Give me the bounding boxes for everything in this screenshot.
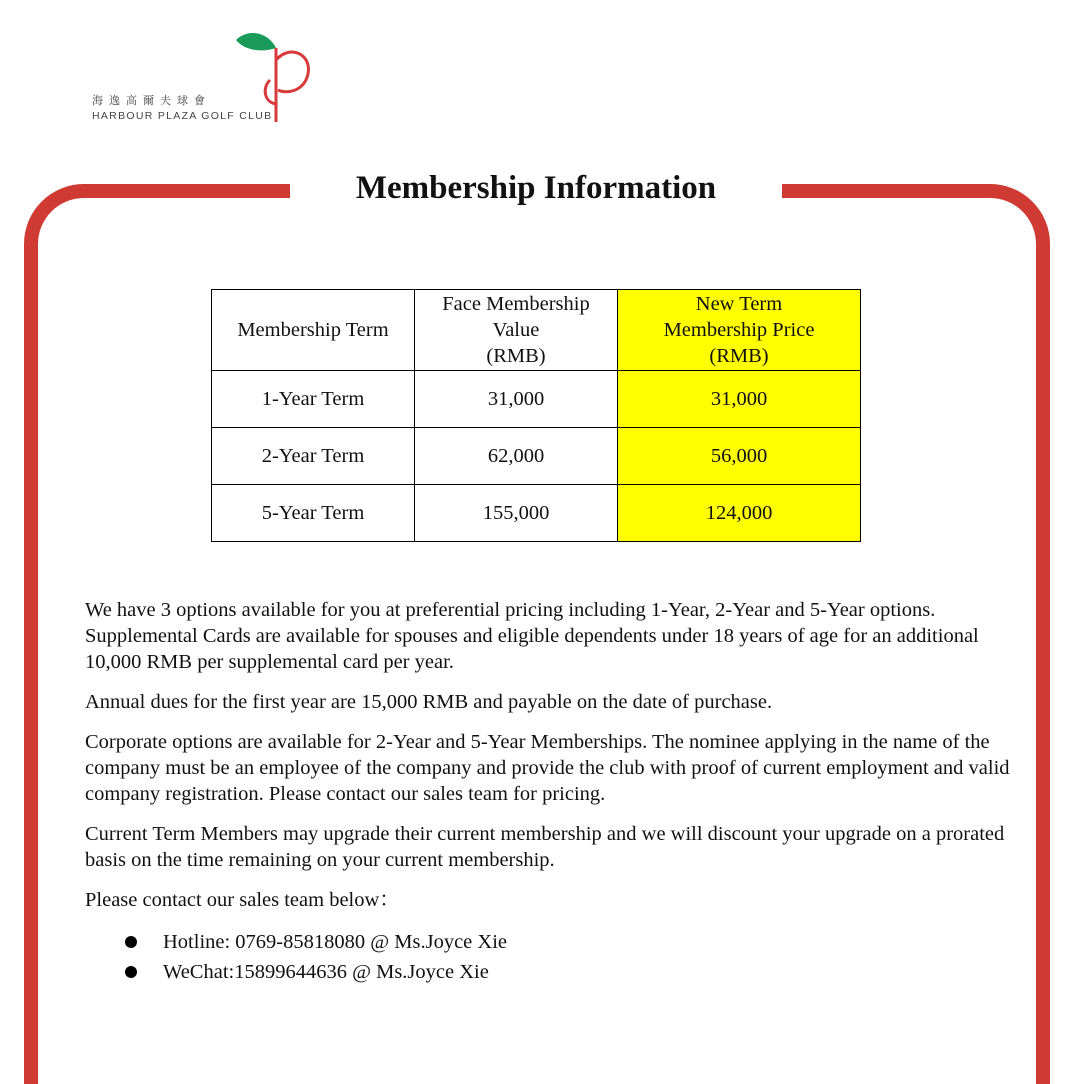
cell-face-value: 31,000 (415, 371, 618, 428)
paragraph-corporate: Corporate options are available for 2-Year and 5-Year Memberships. The nominee applying in the name of the company must be an employee of the company and provide the club with proof of current employment and valid company registration. Please contact our sales team for pricing. (85, 731, 1010, 805)
header-new-line: (RMB) (709, 345, 769, 367)
paragraph-options: We have 3 options available for you at preferential pricing including 1-Year, 2-Year and 5-Year options. Supplemental Cards are available for spouses and eligible dependents under 18 years of age for an additional 10,000 RMB per supplemental card per year. (85, 599, 979, 673)
header-new-line: New Term (695, 293, 783, 315)
contact-list (85, 927, 1025, 987)
contact-hotline: Hotline: 0769-85818080 @ Ms.Joyce Xie (163, 931, 507, 953)
club-logo (88, 30, 328, 130)
membership-description (85, 597, 1025, 987)
bullet-icon (125, 966, 137, 978)
cell-new-price: 31,000 (618, 371, 861, 428)
cell-new-price: 124,000 (618, 485, 861, 542)
header-new-line: Membership Price (663, 319, 815, 341)
cell-term: 1-Year Term (212, 371, 415, 428)
header-new-term-price (618, 290, 861, 371)
paragraph-annual-dues: Annual dues for the first year are 15,000 RMB and payable on the date of purchase. (85, 691, 773, 713)
header-face-line: Face Membership (442, 293, 590, 315)
page-title: Membership Information (355, 170, 717, 206)
cell-term: 5-Year Term (212, 485, 415, 542)
cell-term: 2-Year Term (212, 428, 415, 485)
header-membership-term: Membership Term (212, 290, 415, 371)
cell-face-value: 62,000 (415, 428, 618, 485)
header-face-line: (RMB) (486, 345, 546, 367)
club-english-name: HARBOUR PLAZA GOLF CLUB (92, 110, 273, 122)
cell-new-price: 56,000 (618, 428, 861, 485)
cell-face-value: 155,000 (415, 485, 618, 542)
table-row (212, 485, 861, 542)
paragraph-contact-intro: Please contact our sales team below： (85, 889, 400, 911)
contact-wechat: WeChat:15899644636 @ Ms.Joyce Xie (163, 961, 489, 983)
header-face-value (415, 290, 618, 371)
table-row (212, 371, 861, 428)
table-row (212, 428, 861, 485)
paragraph-upgrade: Current Term Members may upgrade their current membership and we will discount your upgrade on a prorated basis on the time remaining on your current membership. (85, 823, 1005, 871)
membership-pricing-table (211, 289, 861, 542)
list-item (85, 927, 1025, 957)
table-header-row (212, 290, 861, 371)
bullet-icon (125, 936, 137, 948)
header-face-line: Value (492, 319, 540, 341)
club-chinese-name: 海逸高爾夫球會 (92, 94, 211, 107)
list-item (85, 957, 1025, 987)
